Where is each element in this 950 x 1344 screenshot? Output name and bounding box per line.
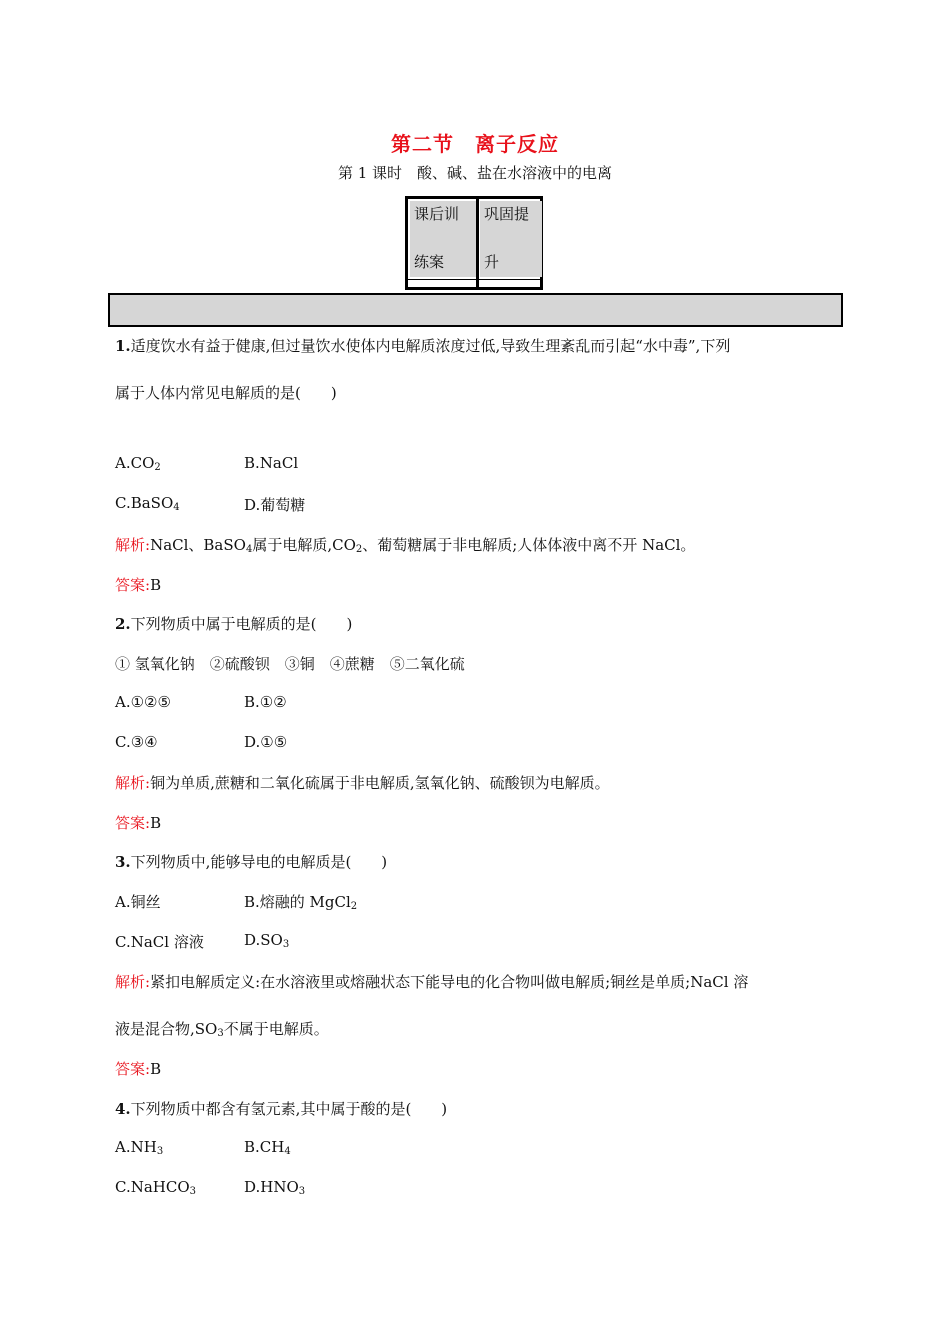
badge-cell-left xyxy=(410,201,476,277)
q2-answer: 答案:B xyxy=(115,814,162,832)
badge-divider xyxy=(476,199,479,287)
q2-option-c: C.③④ xyxy=(115,733,158,751)
q3-option-b: B.熔融的 MgCl$_2$ xyxy=(244,893,358,912)
badge-cell-right xyxy=(480,201,542,277)
q2-option-d: D.①⑤ xyxy=(244,733,288,751)
q2-option-a: A.①②⑤ xyxy=(115,693,171,711)
q3-answer: 答案:B xyxy=(115,1060,162,1078)
q1-analysis: 解析:NaCl、BaSO$_4$属于电解质$,CO_2$、葡萄糖属于非电解质;人体体液中离不开 NaCl。 xyxy=(115,536,696,555)
q1-stem-line2: 属于人体内常见电解质的是( ) xyxy=(115,384,337,402)
q4-option-b: $B.CH_4$ xyxy=(244,1138,291,1157)
q3-analysis-line1: 解析:紧扣电解质定义:在水溶液里或熔融状态下能导电的化合物叫做电解质;铜丝是单质;NaCl 溶 xyxy=(115,973,749,991)
q1-answer: 答案:B xyxy=(115,576,162,594)
q2-analysis: 解析:铜为单质,蔗糖和二氧化硫属于非电解质,氢氧化钠、硫酸钡为电解质。 xyxy=(115,774,610,792)
badge-right-line2: 升 xyxy=(484,253,500,271)
q1-option-c: C.BaSO$_4$ xyxy=(115,494,180,513)
badge-left-line1: 课后训 xyxy=(414,205,460,223)
q2-items: ① 氢氧化钠 ②硫酸钡 ③铜 ④蔗糖 ⑤二氧化硫 xyxy=(115,655,465,673)
q1-option-a: $A.CO_2$ xyxy=(115,454,161,473)
lesson-subtitle: 第 1 课时 酸、碱、盐在水溶液中的电离 xyxy=(337,164,613,182)
q1-option-b: B.NaCl xyxy=(244,454,299,472)
q3-analysis-line2: 液是混合物$,SO_3$不属于电解质。 xyxy=(115,1020,329,1039)
page-title: 第二节 离子反应 xyxy=(391,132,559,156)
q1-option-d: D.葡萄糖 xyxy=(244,496,306,514)
q3-stem: 3.下列物质中,能够导电的电解质是( ) xyxy=(115,853,388,871)
answer-label: 答案: xyxy=(115,576,151,594)
q4-number: 4. xyxy=(115,1100,131,1118)
q1-stem-line1: 1.适度饮水有益于健康,但过量饮水使体内电解质浓度过低,导致生理紊乱而引起“水中毒”,下列 xyxy=(115,337,731,355)
q4-stem: 4.下列物质中都含有氢元素,其中属于酸的是( ) xyxy=(115,1100,448,1118)
section-bar xyxy=(108,293,843,327)
badge-bottom-rule xyxy=(408,279,540,280)
q2-option-b: B.①② xyxy=(244,693,287,711)
badge-left-line2: 练案 xyxy=(414,253,445,271)
q3-option-c: C.NaCl 溶液 xyxy=(115,933,204,951)
q2-stem: 2.下列物质中属于电解质的是( ) xyxy=(115,615,353,633)
q3-option-a: A.铜丝 xyxy=(115,893,161,911)
q1-number: 1. xyxy=(115,337,131,355)
q2-number: 2. xyxy=(115,615,131,633)
q3-option-d: $D.SO_3$ xyxy=(244,931,290,950)
badge-right-line1: 巩固提 xyxy=(484,205,530,223)
analysis-label: 解析: xyxy=(115,536,151,554)
q4-option-d: $D.HNO_3$ xyxy=(244,1178,306,1197)
q4-option-c: C.NaHCO$_3$ xyxy=(115,1178,197,1197)
q3-number: 3. xyxy=(115,853,131,871)
homework-badge-table xyxy=(405,196,543,290)
q4-option-a: $A.NH_3$ xyxy=(115,1138,164,1157)
